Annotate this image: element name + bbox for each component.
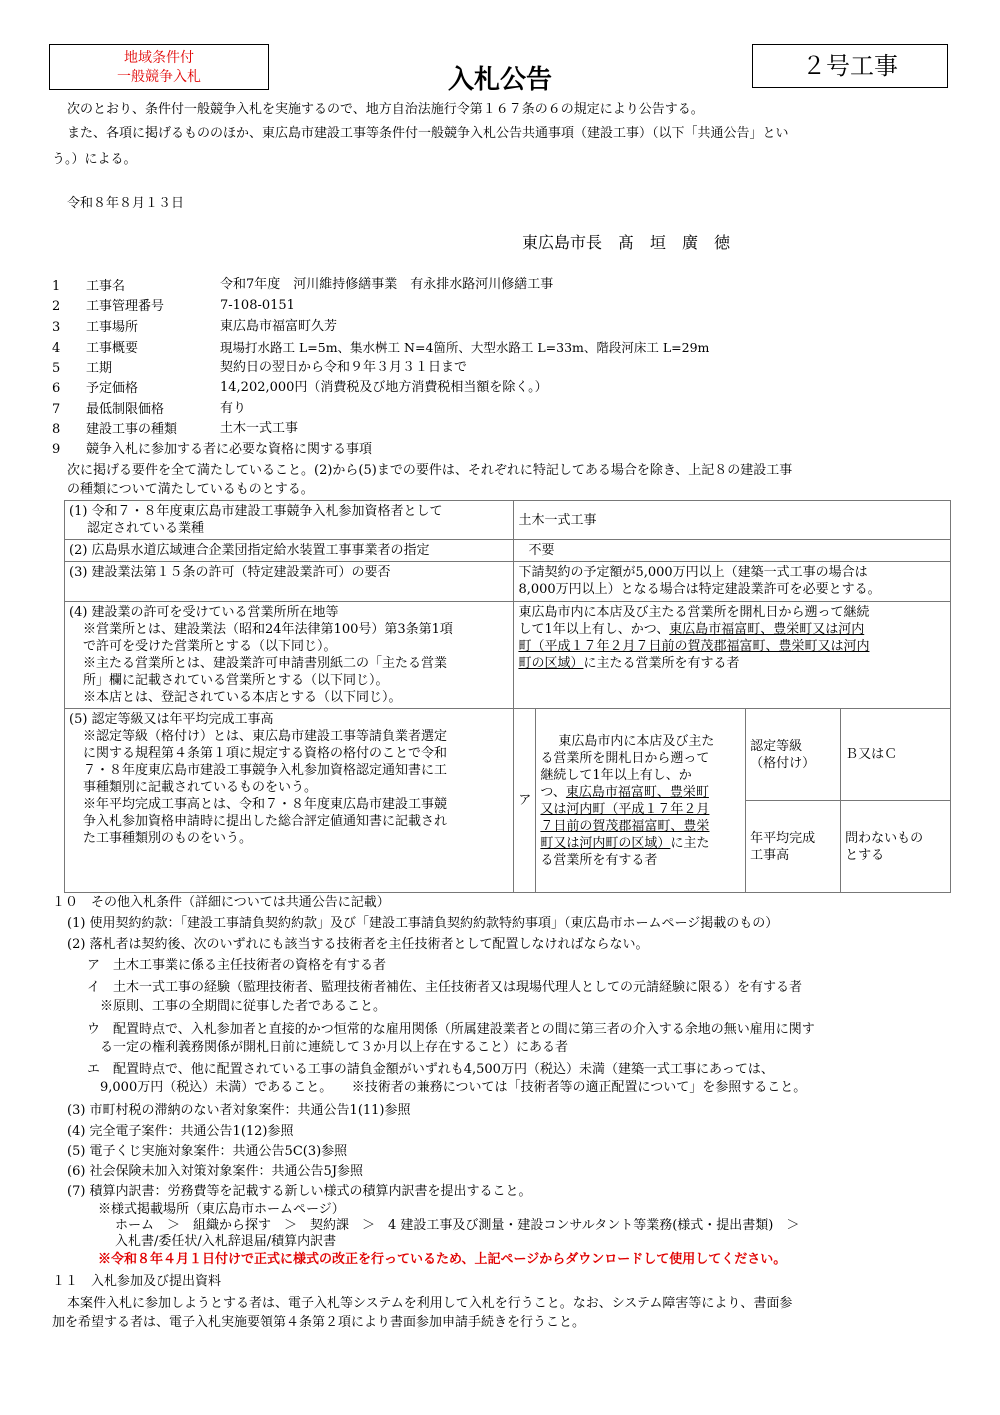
- item-label: 競争入札に参加する者に必要な資格に関する事項: [86, 442, 373, 457]
- item-label: 工事管理番号: [86, 299, 165, 314]
- req-average-value: 問わないもの とする: [841, 801, 951, 893]
- sec11-heading: １１ 入札参加及び提出資料: [52, 1274, 222, 1289]
- sec10-sub-u-2: る一定の権利義務関係が開札日前に連続して３か月以上存在すること）にある者: [100, 1040, 569, 1055]
- item-label: 予定価格: [86, 381, 139, 396]
- sec10-item-7-note: ※様式掲載場所（東広島市ホームページ）: [98, 1202, 345, 1217]
- sec10-sub-e-2: 9,000万円（税込）未満）であること。 ※技術者の兼務については「技術者等の適正配置について」を参照すること。: [100, 1080, 807, 1095]
- item-num: 9: [52, 442, 61, 457]
- notice-date: 令和８年８月１３日: [67, 196, 185, 211]
- item-value: 東広島市福富町久芳: [220, 319, 338, 334]
- item-label: 工期: [86, 361, 113, 376]
- item-label: 最低制限価格: [86, 402, 165, 417]
- req-label: (2) 広島県水道広域連合企業団指定給水装置工事事業者の指定: [65, 540, 514, 562]
- project-number-badge: ２号工事: [752, 44, 948, 88]
- sec10-item-7: (7) 積算内訳書：労務費等を記載する新しい様式の積算内訳書を提出すること。: [67, 1184, 532, 1199]
- table-row: [65, 501, 951, 540]
- req-value: 不要: [514, 540, 951, 562]
- sec10-item-7-path-2: 入札書/委任状/入札辞退届/積算内訳書: [115, 1234, 337, 1249]
- req-grade-value: Ｂ又はＣ: [841, 709, 951, 801]
- signer: 東広島市長 髙 垣 廣 徳: [522, 233, 731, 252]
- intro-line-2: また、各項に掲げるもののほか、東広島市建設工事等条件付一般競争入札公告共通事項（建設工事）（以下「共通公告」とい: [67, 126, 789, 141]
- req-subitem-mark: ア: [514, 709, 536, 893]
- sec10-item-3: (3) 市町村税の滞納のない者対象案件：共通公告1(11)参照: [67, 1103, 411, 1118]
- sec10-item-5: (5) 電子くじ実施対象案件：共通公告5C(3)参照: [67, 1144, 348, 1159]
- table-row: [65, 562, 951, 602]
- item-label: 工事場所: [86, 320, 139, 335]
- req-value: 下請契約の予定額が5,000万円以上（建築一式工事の場合は 8,000万円以上）となる場合は特定建設業許可を必要とする。: [514, 562, 951, 602]
- item-num: 3: [52, 320, 61, 335]
- sec10-item-6: (6) 社会保険未加入対策対象案件：共通公告5J参照: [67, 1164, 364, 1179]
- item-value: 現場打水路工 L=5m、集水桝工 N=4箇所、大型水路工 L=33m、階段河床工 L=29m: [220, 340, 710, 355]
- req-grade-label: 認定等級 （格付け）: [746, 709, 841, 801]
- bid-type-line1: 地域条件付: [124, 50, 194, 66]
- sec11-line-1: 本案件入札に参加しようとする者は、電子入札等システムを利用して入札を行うこと。なお、システム障害等により、書面参: [67, 1296, 793, 1311]
- page-title: 入札公告: [447, 65, 552, 95]
- req-label: (1) 令和７・８年度東広島市建設工事競争入札参加資格者として 認定されている業種: [65, 501, 514, 540]
- item-num: 4: [52, 341, 61, 356]
- sec11-line-2: 加を希望する者は、電子入札実施要領第４条第２項により書面参加申請手続きを行うこと。: [52, 1315, 586, 1330]
- item-num: 2: [52, 299, 61, 314]
- sec10-sub-i: イ 土木一式工事の経験（監理技術者、監理技術者補佐、主任技術者又は現場代理人としての元請経験に限る）を有する者: [87, 980, 803, 995]
- table-row: [65, 709, 951, 801]
- item-value: 契約日の翌日から令和９年３月３１日まで: [220, 360, 468, 375]
- bid-type-line2: 一般競争入札: [117, 69, 201, 85]
- req-value: 東広島市内に本店及び主たる営業所を開札日から遡って継続 して1年以上有し、かつ、東広島市福富町、豊栄町又は河内 町（平成１７年２月７日前の賀茂郡福富町、豊栄町又は河内 町の区域）に主たる営業所を有する者: [514, 602, 951, 709]
- item-num: 7: [52, 402, 61, 417]
- table-row: [65, 602, 951, 709]
- sec10-item-7-warning: ※令和８年４月１日付けで正式に様式の改正を行っているため、上記ページからダウンロードして使用してください。: [98, 1252, 787, 1267]
- item-num: 8: [52, 422, 61, 437]
- req-location-condition: 東広島市内に本店及び主た る営業所を開札日から遡って 継続して1年以上有し、か つ、東広島市福富町、豊栄町 又は河内町（平成１７年２月 ７日前の賀茂郡福富町、豊栄 町又は河内町の区域）に主た る営業所を有する者: [536, 709, 746, 893]
- table-row: [65, 540, 951, 562]
- item-value: 14,202,000円（消費税及び地方消費税相当額を除く。）: [220, 380, 548, 395]
- sec10-heading: １０ その他入札条件（詳細については共通公告に記載）: [52, 895, 390, 910]
- item-value: 7-108-0151: [220, 298, 295, 313]
- sec10-item-4: (4) 完全電子案件：共通公告1(12)参照: [67, 1124, 294, 1139]
- req-label: (3) 建設業法第１５条の許可（特定建設業許可）の要否: [65, 562, 514, 602]
- sec10-item-2: (2) 落札者は契約後、次のいずれにも該当する技術者を主任技術者として配置しなければならない。: [67, 937, 649, 952]
- item-value: 令和7年度 河川維持修繕事業 有永排水路河川修繕工事: [220, 277, 554, 292]
- req-label: (4) 建設業の許可を受けている営業所所在地等 ※営業所とは、建設業法（昭和24年法律第100号）第3条第1項 で許可を受けた営業所とする（以下同じ）。 ※主たる営業所とは、建設業許可申請書別紙二の「主たる営業 所」欄に記載されている営業所とする（以下同じ）。 ※本店とは、登記されている本店とする（以下同じ）。: [65, 602, 514, 709]
- sec10-sub-a: ア 土木工事業に係る主任技術者の資格を有する者: [87, 958, 387, 973]
- sec10-item-7-path: ホーム ＞ 組織から探す ＞ 契約課 ＞ 4 建設工事及び測量・建設コンサルタント等業務(様式・提出書類) ＞: [115, 1218, 800, 1233]
- sec10-sub-e-1: エ 配置時点で、他に配置されている工事の請負金額がいずれも4,500万円（税込）未満（建築一式工事にあっては、: [87, 1062, 774, 1077]
- item-num: 6: [52, 381, 61, 396]
- sec10-item-1: (1) 使用契約約款：「建設工事請負契約約款」及び「建設工事請負契約約款特約事項」（東広島市ホームページ掲載のもの）: [67, 916, 779, 931]
- intro-line-1: 次のとおり、条件付一般競争入札を実施するので、地方自治法施行令第１６７条の６の規定により公告する。: [67, 102, 704, 117]
- req-value: 土木一式工事: [514, 501, 951, 540]
- item-label: 建設工事の種類: [86, 422, 178, 437]
- sec10-sub-u-1: ウ 配置時点で、入札参加者と直接的かつ恒常的な雇用関係（所属建設業者との間に第三者の介入する余地の無い雇用に関す: [87, 1022, 815, 1037]
- item-label: 工事概要: [86, 341, 139, 356]
- sec10-sub-i-note: ※原則、工事の全期間に従事した者であること。: [100, 999, 387, 1014]
- req-average-label: 年平均完成 工事高: [746, 801, 841, 893]
- qualification-table: [64, 500, 951, 893]
- item-value: 有り: [220, 401, 247, 416]
- req-label: (5) 認定等級又は年平均完成工事高 ※認定等級（格付け）とは、東広島市建設工事等請負業者選定 に関する規程第４条第１項に規定する資格の格付のことで令和 ７・８年度東広島市建設工事競争入札参加資格認定通知書に工 事種類別に記載されているものをいう。 ※年平均完成工事高とは、令和７・８年度東広島市建設工事競 争入札参加資格申請時に提出した総合評定値通知書に記載され た工事種類別のものをいう。: [65, 709, 514, 893]
- sec9-line-1: 次に掲げる要件を全て満たしていること。(2)から(5)までの要件は、それぞれに特記してある場合を除き、上記８の建設工事: [67, 463, 793, 478]
- intro-line-3: う。）による。: [52, 152, 137, 167]
- item-value: 土木一式工事: [220, 421, 299, 436]
- item-num: 1: [52, 279, 61, 294]
- sec9-line-2: の種類について満たしているものとする。: [67, 482, 314, 497]
- item-label: 工事名: [86, 279, 126, 294]
- item-num: 5: [52, 361, 61, 376]
